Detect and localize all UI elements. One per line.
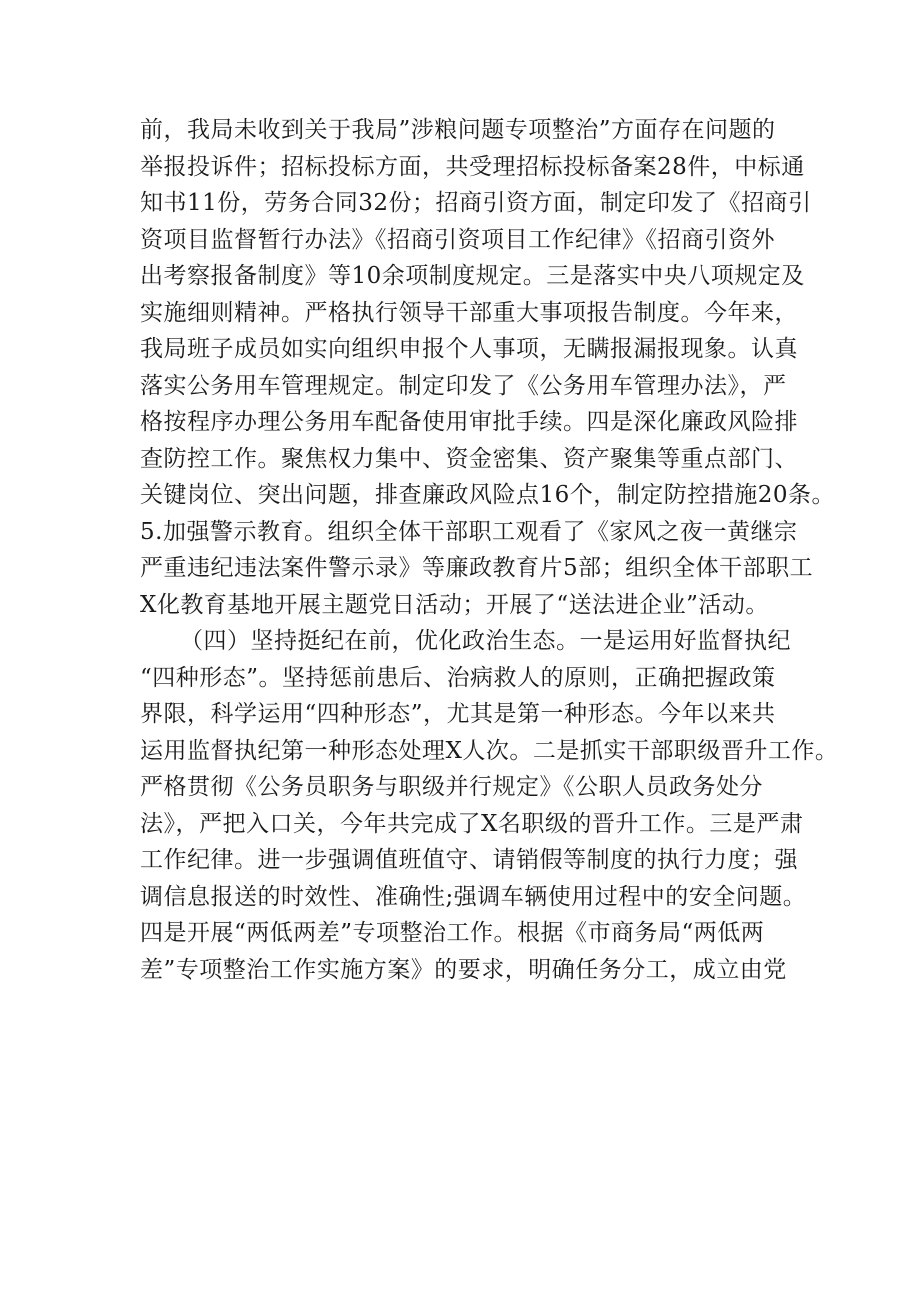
text-line: X化教育基地开展主题党日活动；开展了“送法进企业”活动。 bbox=[140, 591, 769, 618]
text-line: 落实公务用车管理规定。制定印发了《公务用车管理办法》，严 bbox=[140, 372, 787, 399]
text-line: 工作纪律。进一步强调值班值守、请销假等制度的执行力度；强 bbox=[140, 847, 798, 873]
body-text bbox=[140, 112, 839, 988]
text-line: 前，我局未收到关于我局”涉粮问题专项整治”方面存在问题的 bbox=[140, 117, 776, 143]
text-line: 举报投诉件；招标投标方面，共受理招标投标备案28件，中标通 bbox=[140, 153, 805, 180]
text-line: 查防控工作。聚焦权力集中、资金密集、资产聚集等重点部门、 bbox=[140, 445, 798, 472]
text-line: 法》，严把入口关，今年共完成了X名职级的晋升工作。三是严肃 bbox=[140, 810, 804, 837]
text-line: “四种形态”。坚持惩前患后、治病救人的原则，正确把握政策 bbox=[140, 664, 776, 691]
text-line: 我局班子成员如实向组织申报个人事项，无瞒报漏报现象。认真 bbox=[140, 336, 798, 362]
text-line: 关键岗位、突出问题，排查廉政风险点16个，制定防控措施20条。 bbox=[140, 482, 836, 508]
text-line: 格按程序办理公务用车配备使用审批手续。四是深化廉政风险排 bbox=[140, 409, 798, 435]
text-line: 知书11份，劳务合同32份；招商引资方面，制定印发了《招商引 bbox=[140, 190, 812, 216]
text-line: 5.加强警示教育。组织全体干部职工观看了《家风之夜一黄继宗 bbox=[140, 518, 798, 545]
section-heading-line: （四）坚持挺纪在前，优化政治生态。一是运用好监督执纪 bbox=[180, 628, 791, 654]
text-line: 资项目监督暂行办法》《招商引资项目工作纪律》《招商引资外 bbox=[140, 226, 775, 253]
text-line: 实施细则精神。严格执行领导干部重大事项报告制度。今年来， bbox=[140, 299, 798, 326]
text-line: 出考察报备制度》等10余项制度规定。三是落实中央八项规定及 bbox=[140, 263, 805, 289]
text-line: 运用监督执纪第一种形态处理X人次。二是抓实干部职级晋升工作。 bbox=[140, 737, 839, 764]
text-line: 差”专项整治工作实施方案》的要求，明确任务分工，成立由党 bbox=[140, 956, 787, 983]
text-line: 调信息报送的时效性、准确性;强调车辆使用过程中的安全问题。 bbox=[140, 883, 807, 910]
text-line: 四是开展“两低两差”专项整治工作。根据《市商务局“两低两 bbox=[140, 920, 765, 946]
text-line: 严格贯彻《公务员职务与职级并行规定》《公职人员政务处分 bbox=[140, 774, 763, 800]
text-line: 界限，科学运用“四种形态”，尤其是第一种形态。今年以来共 bbox=[140, 701, 776, 727]
text-line: 严重违纪违法案件警示录》等廉政教育片5部；组织全体干部职工 bbox=[140, 555, 814, 581]
